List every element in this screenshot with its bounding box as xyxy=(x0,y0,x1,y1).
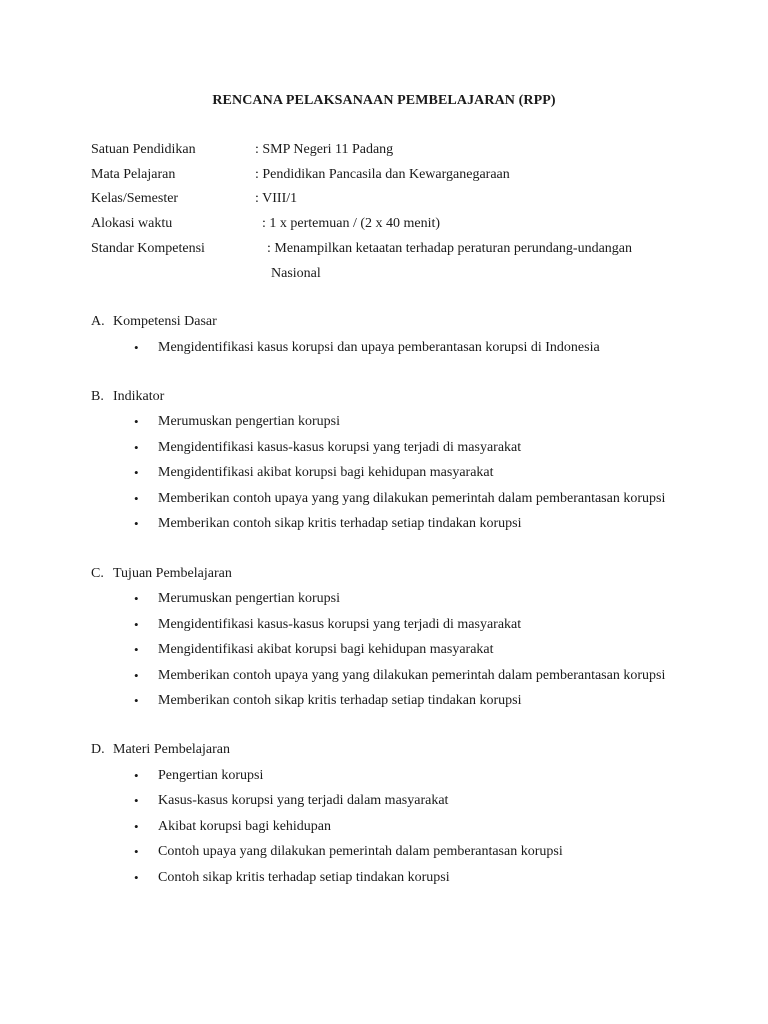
meta-label: Satuan Pendidikan xyxy=(91,142,196,157)
meta-label: Mata Pelajaran xyxy=(91,167,176,182)
section-heading-d xyxy=(91,742,230,758)
bullet-icon: • xyxy=(134,591,139,606)
list-item-text: Merumuskan pengertian korupsi xyxy=(158,414,340,429)
section-letter: C. xyxy=(91,566,104,581)
list-item-text: Kasus-kasus korupsi yang terjadi dalam masyarakat xyxy=(158,793,449,808)
section-heading-b xyxy=(91,389,164,405)
bullet-icon: • xyxy=(134,516,139,531)
section-title: Tujuan Pembelajaran xyxy=(113,566,232,581)
list-item-text: Mengidentifikasi kasus-kasus korupsi yang terjadi di masyarakat xyxy=(158,617,522,632)
meta-value: : Pendidikan Pancasila dan Kewarganegaraan xyxy=(255,167,510,182)
section-letter: D. xyxy=(91,742,105,757)
bullet-icon: • xyxy=(134,414,139,429)
bullet-icon: • xyxy=(134,693,139,708)
meta-value: : 1 x pertemuan / (2 x 40 menit) xyxy=(262,216,441,231)
bullet-icon: • xyxy=(134,440,139,455)
bullet-icon: • xyxy=(134,870,139,885)
meta-label: Standar Kompetensi xyxy=(91,241,205,256)
list-item-text: Memberikan contoh sikap kritis terhadap setiap tindakan korupsi xyxy=(158,693,522,708)
meta-label: Kelas/Semester xyxy=(91,191,179,206)
meta-value-continuation: Nasional xyxy=(271,266,321,281)
list-item-text: Mengidentifikasi kasus-kasus korupsi yang terjadi di masyarakat xyxy=(158,440,522,455)
bullet-icon: • xyxy=(134,617,139,632)
list-item-text: Contoh sikap kritis terhadap setiap tindakan korupsi xyxy=(158,870,450,885)
list-item-text: Mengidentifikasi kasus korupsi dan upaya pemberantasan korupsi di Indonesia xyxy=(158,340,600,355)
list-item-text: Pengertian korupsi xyxy=(158,768,264,783)
bullet-icon: • xyxy=(134,819,139,834)
section-heading-c xyxy=(91,566,232,582)
bullet-icon: • xyxy=(134,793,139,808)
section-letter: A. xyxy=(91,314,105,329)
bullet-icon: • xyxy=(134,642,139,657)
bullet-icon: • xyxy=(134,844,139,859)
bullet-icon: • xyxy=(134,465,139,480)
document-title: RENCANA PELAKSANAAN PEMBELAJARAN (RPP) xyxy=(212,93,556,108)
meta-value: : Menampilkan ketaatan terhadap peraturan perundang-undangan xyxy=(267,241,633,256)
bullet-icon: • xyxy=(134,491,139,506)
section-title: Indikator xyxy=(113,389,165,404)
bullet-icon: • xyxy=(134,340,139,355)
section-heading-a xyxy=(91,314,217,330)
meta-value: : VIII/1 xyxy=(255,191,298,206)
meta-label: Alokasi waktu xyxy=(91,216,173,231)
section-title: Materi Pembelajaran xyxy=(113,742,231,757)
list-item-text: Mengidentifikasi akibat korupsi bagi kehidupan masyarakat xyxy=(158,465,494,480)
list-item-text: Memberikan contoh sikap kritis terhadap setiap tindakan korupsi xyxy=(158,516,522,531)
bullet-icon: • xyxy=(134,768,139,783)
section-title: Kompetensi Dasar xyxy=(113,314,217,329)
list-item-text: Mengidentifikasi akibat korupsi bagi kehidupan masyarakat xyxy=(158,642,494,657)
list-item-text: Akibat korupsi bagi kehidupan xyxy=(158,819,332,834)
list-item-text: Memberikan contoh upaya yang yang dilakukan pemerintah dalam pemberantasan korupsi xyxy=(158,668,666,683)
list-item-text: Contoh upaya yang dilakukan pemerintah dalam pemberantasan korupsi xyxy=(158,844,563,859)
bullet-icon: • xyxy=(134,668,139,683)
meta-value: : SMP Negeri 11 Padang xyxy=(255,142,394,157)
section-letter: B. xyxy=(91,389,104,404)
list-item-text: Merumuskan pengertian korupsi xyxy=(158,591,340,606)
list-item-text: Memberikan contoh upaya yang yang dilakukan pemerintah dalam pemberantasan korupsi xyxy=(158,491,666,506)
